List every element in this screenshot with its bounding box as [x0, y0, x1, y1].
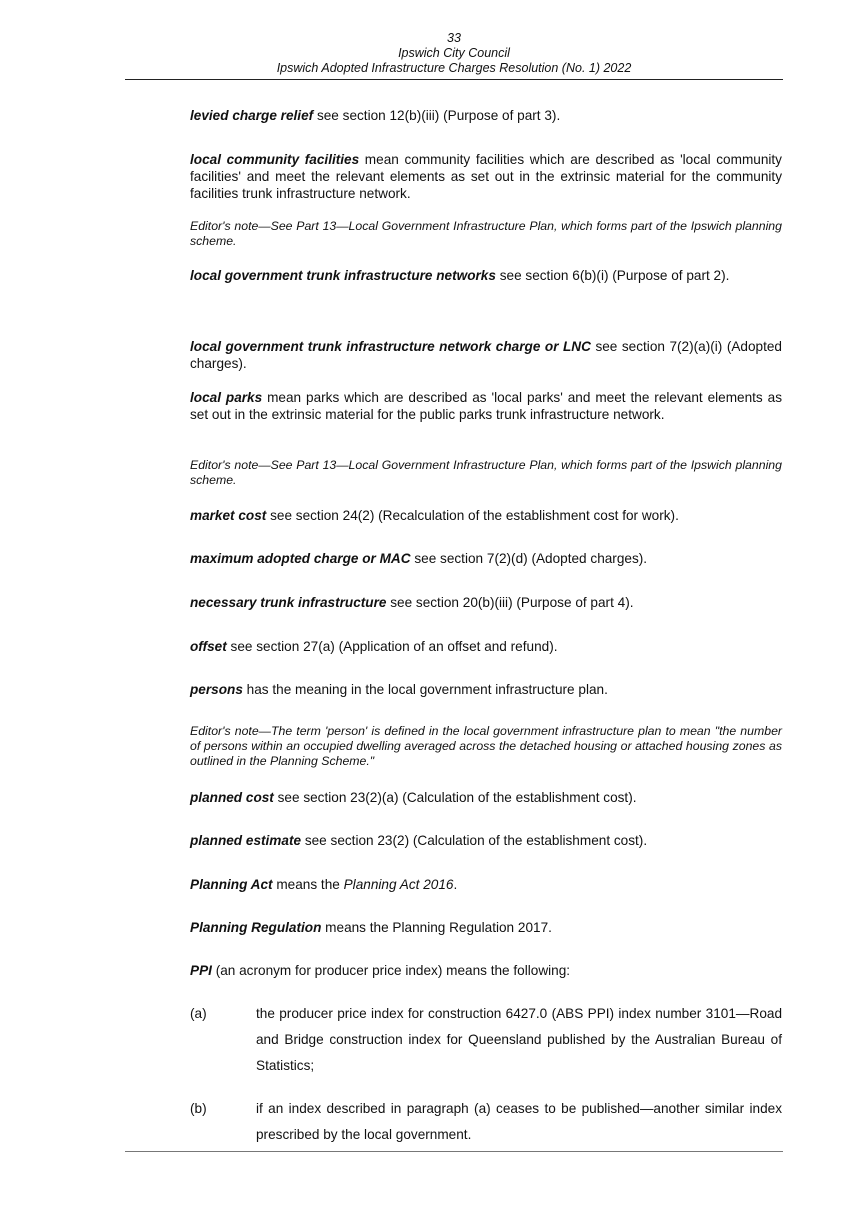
page-number: 33	[447, 31, 461, 45]
definition-planning-act: Planning Act means the Planning Act 2016.	[190, 877, 458, 892]
definition-lg-trunk-networks: local government trunk infrastructure networks see section 6(b)(i) (Purpose of part 2).	[190, 268, 730, 283]
editors-note: Editor's note—See Part 13—Local Government Infrastructure Plan, which forms part of the Ipswich planning scheme.	[190, 219, 782, 248]
definition-levied-charge-relief: levied charge relief see section 12(b)(iii) (Purpose of part 3).	[190, 108, 561, 123]
list-item-label: (b)	[190, 1101, 207, 1116]
list-item-label: (a)	[190, 1006, 207, 1021]
page-header	[125, 31, 783, 76]
definition-ppi: PPI (an acronym for producer price index) means the following:	[190, 963, 571, 978]
definition-local-parks: local parks mean parks which are described as 'local parks' and meet the relevant elements as set out in the extrinsic material for the public parks trunk infrastructure network.	[190, 390, 782, 422]
definition-planned-cost: planned cost see section 23(2)(a) (Calculation of the establishment cost).	[190, 790, 637, 805]
definition-market-cost: market cost see section 24(2) (Recalculation of the establishment cost for work).	[190, 508, 679, 523]
definition-planning-regulation: Planning Regulation means the Planning Regulation 2017.	[190, 920, 552, 935]
organisation-name: Ipswich City Council	[398, 46, 510, 60]
definition-mac: maximum adopted charge or MAC see section 7(2)(d) (Adopted charges).	[190, 551, 648, 566]
editors-note: Editor's note—The term 'person' is defined in the local government infrastructure plan to mean "the number of persons within an occupied dwelling averaged across the detached housing or attached housing zones as outlined in the Planning Scheme."	[190, 724, 782, 768]
definition-persons: persons has the meaning in the local government infrastructure plan.	[190, 682, 608, 697]
definition-offset: offset see section 27(a) (Application of an offset and refund).	[190, 639, 558, 654]
list-item-text: the producer price index for construction 6427.0 (ABS PPI) index number 3101—Road and Bridge construction index for Queensland published by the Australian Bureau of Statistics;	[256, 1006, 782, 1073]
definition-necessary-trunk-infrastructure: necessary trunk infrastructure see section 20(b)(iii) (Purpose of part 4).	[190, 595, 634, 610]
definition-planned-estimate: planned estimate see section 23(2) (Calculation of the establishment cost).	[190, 833, 648, 848]
editors-note: Editor's note—See Part 13—Local Government Infrastructure Plan, which forms part of the Ipswich planning scheme.	[190, 458, 782, 487]
definition-local-community-facilities: local community facilities mean community facilities which are described as 'local community facilities' and meet the relevant elements as set out in the extrinsic material for the community facilities trunk infrastructure network.	[190, 152, 782, 201]
document-title: Ipswich Adopted Infrastructure Charges Resolution (No. 1) 2022	[276, 61, 632, 75]
footer-rule	[125, 1151, 783, 1152]
header-rule	[125, 79, 783, 80]
list-item-text: if an index described in paragraph (a) ceases to be published—another similar index prescribed by the local government.	[256, 1101, 782, 1142]
definition-lnc: local government trunk infrastructure network charge or LNC see section 7(2)(a)(i) (Adopted charges).	[190, 339, 782, 371]
